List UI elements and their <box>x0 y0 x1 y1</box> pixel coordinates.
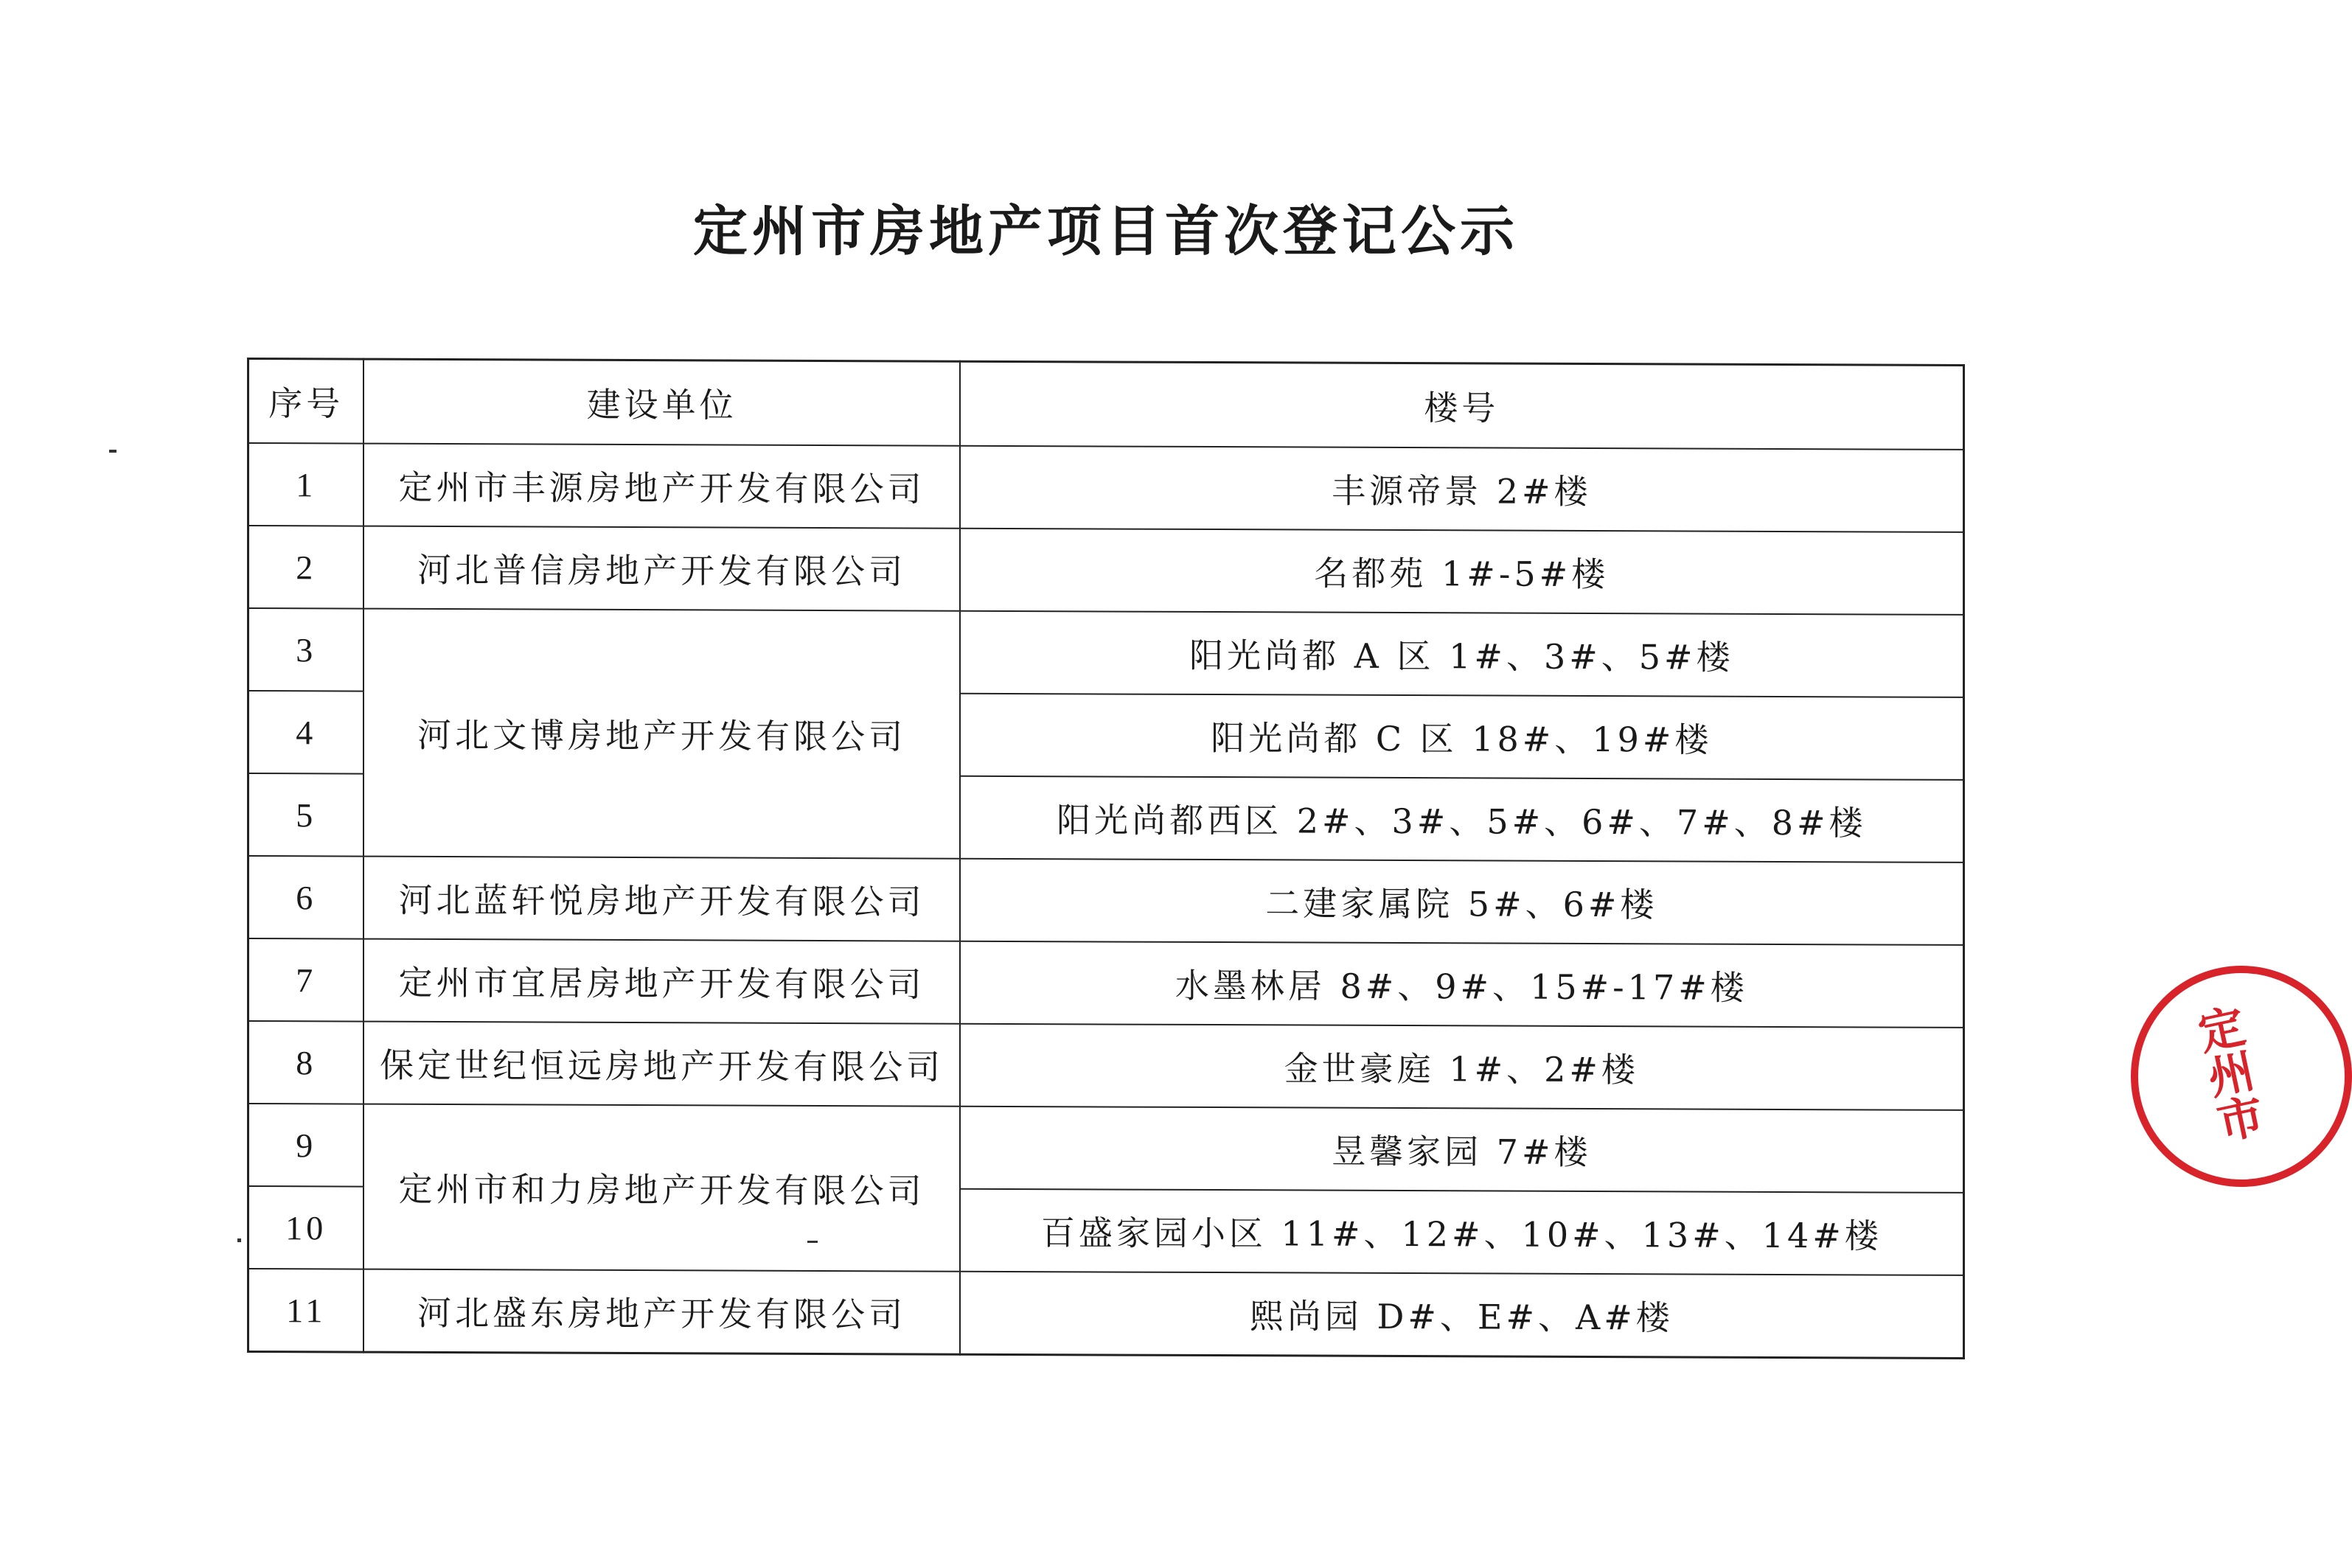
building-cell: 百盛家园小区 11#、12#、10#、13#、14#楼 <box>960 1189 1964 1275</box>
table-row <box>248 938 1964 1028</box>
serial-cell: 10 <box>248 1186 364 1269</box>
scan-speck <box>807 1241 818 1243</box>
building-cell: 熙尚园 D#、E#、A#楼 <box>960 1272 1964 1359</box>
serial-cell: 8 <box>248 1021 364 1104</box>
table-header-row <box>248 359 1964 450</box>
developer-cell: 定州市和力房地产开发有限公司 <box>363 1104 959 1272</box>
document-title: 定州市房地产项目首次登记公示 <box>693 200 1519 263</box>
building-cell: 金世豪庭 1#、2#楼 <box>960 1024 1964 1110</box>
serial-cell: 11 <box>248 1269 364 1352</box>
developer-cell: 定州市宜居房地产开发有限公司 <box>363 939 959 1024</box>
table-row <box>248 526 1964 615</box>
building-cell: 名都苑 1#-5#楼 <box>960 529 1964 615</box>
developer-cell: 定州市丰源房地产开发有限公司 <box>363 444 959 529</box>
table-row <box>248 1269 1964 1358</box>
building-cell: 水墨林居 8#、9#、15#-17#楼 <box>960 941 1964 1028</box>
developer-cell: 保定世纪恒远房地产开发有限公司 <box>363 1022 959 1107</box>
table-row <box>248 1021 1964 1110</box>
building-cell: 丰源帝景 2#楼 <box>960 446 1964 532</box>
developer-cell: 河北蓝轩悦房地产开发有限公司 <box>363 857 959 941</box>
scan-speck <box>109 450 116 453</box>
table-row <box>248 856 1964 945</box>
serial-cell: 1 <box>248 443 364 526</box>
developer-cell: 河北盛东房地产开发有限公司 <box>363 1269 959 1355</box>
developer-cell: 河北普信房地产开发有限公司 <box>363 526 959 611</box>
registration-table <box>247 358 1965 1359</box>
serial-cell: 4 <box>248 691 364 774</box>
building-cell: 阳光尚都西区 2#、3#、5#、6#、7#、8#楼 <box>960 776 1964 863</box>
scan-speck <box>237 1238 241 1242</box>
table-row <box>248 608 1964 697</box>
developer-cell: 河北文博房地产开发有限公司 <box>363 609 959 859</box>
building-cell: 二建家属院 5#、6#楼 <box>960 859 1964 945</box>
serial-cell: 2 <box>248 526 364 609</box>
header-serial: 序号 <box>248 359 364 444</box>
building-cell: 阳光尚都 A 区 1#、3#、5#楼 <box>960 611 1964 697</box>
header-building: 楼号 <box>960 361 1964 450</box>
serial-cell: 6 <box>248 856 364 939</box>
seal-text: 定州市 <box>2186 1001 2268 1147</box>
serial-cell: 7 <box>248 938 364 1022</box>
header-developer: 建设单位 <box>363 359 959 446</box>
table-row <box>248 1104 1964 1193</box>
table-row <box>248 443 1964 532</box>
serial-cell: 5 <box>248 773 364 857</box>
building-cell: 阳光尚都 C 区 18#、19#楼 <box>960 694 1964 780</box>
serial-cell: 9 <box>248 1104 364 1187</box>
building-cell: 昱馨家园 7#楼 <box>960 1107 1964 1193</box>
serial-cell: 3 <box>248 608 364 691</box>
